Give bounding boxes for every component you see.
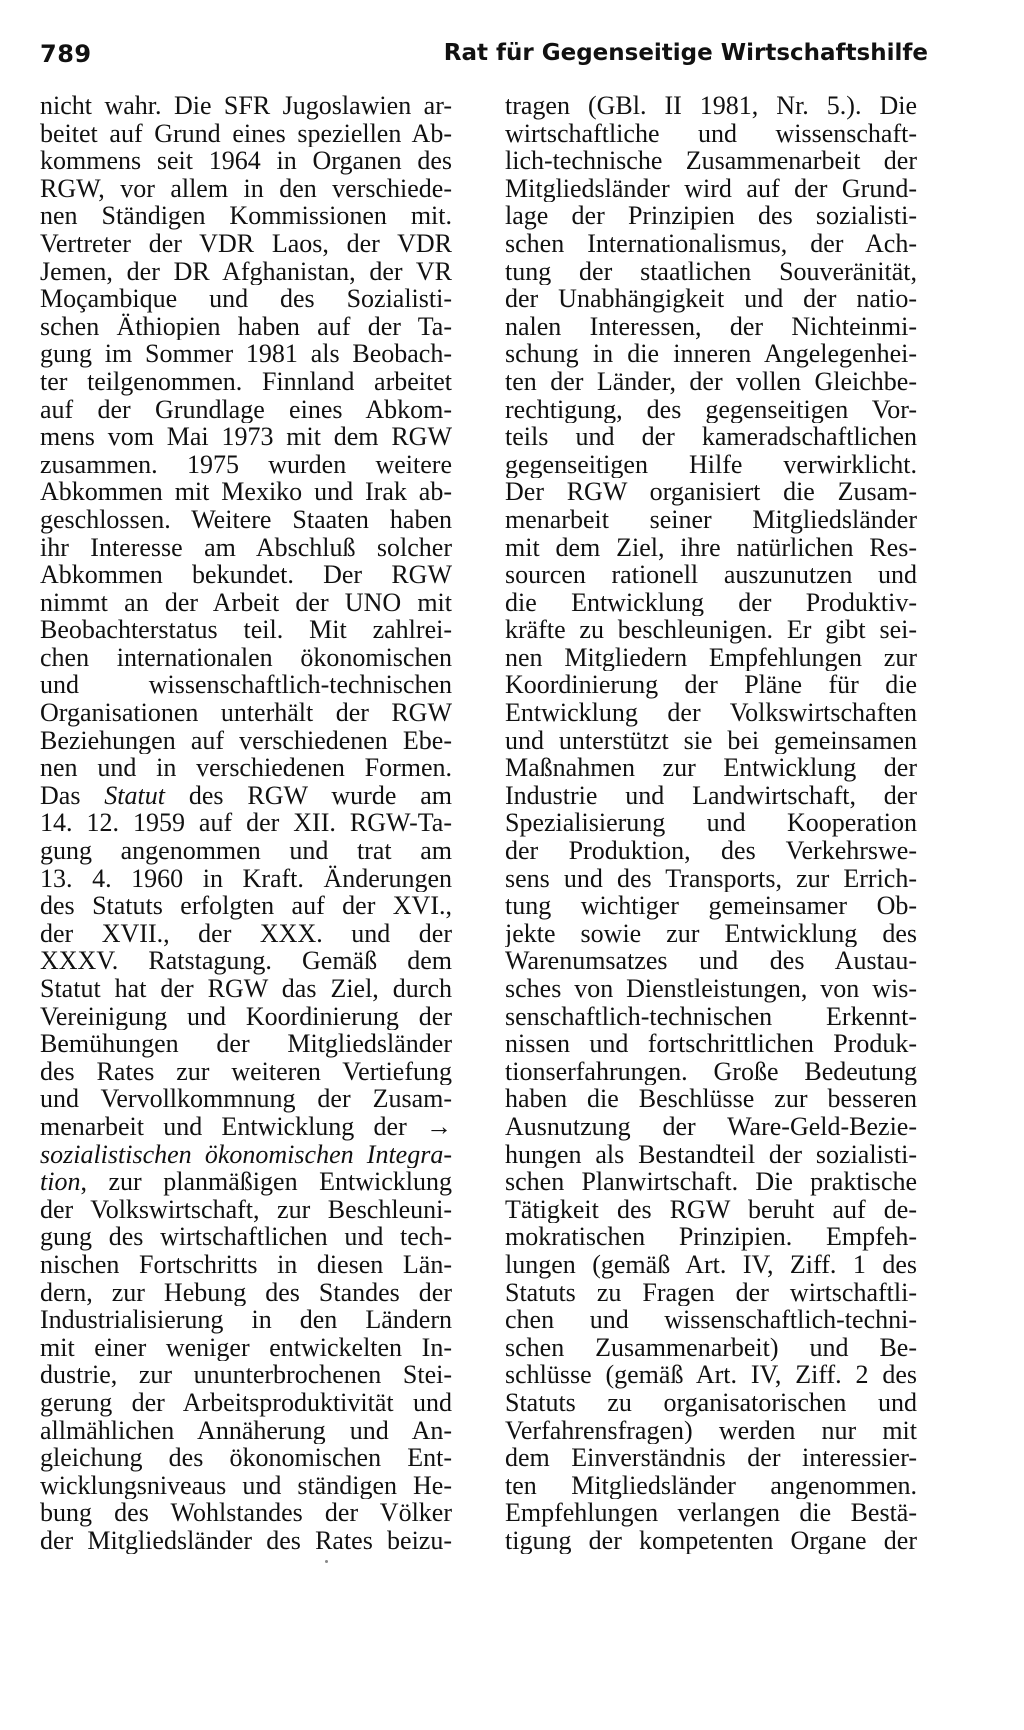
text-line — [40, 809, 452, 837]
text-line — [505, 1499, 917, 1527]
text-segment: der XVII., der XXX. und der — [40, 919, 452, 948]
text-line — [505, 865, 917, 893]
text-line — [40, 147, 452, 175]
text-line — [40, 699, 452, 727]
text-segment: Industrialisierung in den Ländern — [40, 1306, 452, 1334]
text-line — [40, 368, 452, 396]
text-line — [505, 230, 917, 258]
text-line — [505, 396, 917, 424]
text-line — [40, 451, 452, 479]
text-line — [40, 892, 452, 920]
text-segment: Jemen, der DR Afghanistan, der VR — [40, 257, 452, 286]
text-line — [505, 1527, 917, 1555]
text-line — [505, 313, 917, 341]
text-segment: wicklungsniveaus und ständigen He- — [40, 1471, 452, 1500]
text-line — [40, 258, 452, 286]
text-segment: der Unabhängigkeit und der natio- — [505, 285, 917, 313]
text-segment: schen Äthiopien haben auf der Ta- — [40, 312, 452, 341]
text-segment: Tätigkeit des RGW beruht auf de- — [505, 1195, 917, 1224]
text-segment: gung angenommen und trat am — [40, 837, 452, 865]
text-line — [505, 782, 917, 810]
text-line — [40, 1085, 452, 1113]
text-segment: und wissenschaftlich-technischen — [40, 671, 452, 700]
text-line — [505, 754, 917, 782]
text-line — [505, 561, 917, 589]
text-segment: 13. 4. 1960 in Kraft. Änderungen — [40, 864, 452, 893]
text-line — [40, 616, 452, 644]
text-line — [505, 1058, 917, 1086]
text-segment: schen Zusammenarbeit) und Be- — [505, 1333, 917, 1362]
text-segment: chen internationalen ökonomischen — [40, 643, 452, 672]
text-segment: jekte sowie zur Entwicklung des — [505, 919, 917, 948]
text-segment: XXXV. Ratstagung. Gemäß dem — [40, 947, 452, 975]
text-line — [40, 478, 452, 506]
text-segment: ten Mitgliedsländer angenommen. — [505, 1471, 917, 1500]
text-segment: 14. 12. 1959 auf der XII. RGW-Ta- — [40, 809, 452, 838]
text-line — [40, 1472, 452, 1500]
text-line — [505, 1361, 917, 1389]
text-segment: rechtigung, des gegenseitigen Vor- — [505, 395, 917, 424]
text-line — [40, 175, 452, 203]
text-segment: tragen (GBl. II 1981, Nr. 5.). Die — [505, 92, 917, 120]
text-line — [40, 1444, 452, 1472]
text-line — [505, 699, 917, 727]
text-line — [505, 1444, 917, 1472]
text-line — [505, 1168, 917, 1196]
running-head-title: Rat für Gegenseitige Wirtschaftshilfe — [443, 40, 928, 66]
text-segment: wirtschaftliche und wissenschaft- — [505, 119, 917, 148]
text-segment: dem Einverständnis der interessier- — [505, 1444, 917, 1472]
text-segment: Industrie und Landwirtschaft, der — [505, 781, 917, 810]
text-segment: Beobachterstatus teil. Mit zahlrei- — [40, 616, 452, 644]
page-header — [40, 40, 928, 84]
text-line — [40, 313, 452, 341]
text-segment: chen und wissenschaftlich-techni- — [505, 1306, 917, 1334]
text-segment: der Produktion, des Verkehrswe- — [505, 837, 917, 865]
text-segment: ten der Länder, der vollen Gleichbe- — [505, 367, 917, 396]
text-line — [40, 120, 452, 148]
text-segment: gung des wirtschaftlichen und tech- — [40, 1223, 452, 1251]
text-line — [505, 1030, 917, 1058]
text-segment: Abkommen mit Mexiko und Irak ab- — [40, 478, 452, 506]
text-segment: Das — [40, 781, 105, 810]
text-italic: sozialistischen ökonomischen Integra- — [40, 1140, 452, 1169]
text-line — [40, 1361, 452, 1389]
text-line — [40, 1003, 452, 1031]
text-segment: nissen und fortschrittlichen Produk- — [505, 1030, 917, 1058]
text-segment: Vertreter der VDR Laos, der VDR — [40, 229, 452, 258]
text-line — [40, 644, 452, 672]
text-segment: nen Ständigen Kommissionen mit. — [40, 202, 452, 230]
text-segment: Koordinierung der Pläne für die — [505, 671, 917, 700]
text-segment: menarbeit und Entwicklung der → — [40, 1112, 452, 1141]
text-segment: lich-technische Zusammenarbeit der — [505, 147, 917, 175]
text-line — [40, 671, 452, 699]
text-segment: gerung der Arbeitsproduktivität und — [40, 1388, 452, 1417]
text-segment: senschaftlich-technischen Erkennt- — [505, 1002, 917, 1031]
text-segment: mens vom Mai 1973 mit dem RGW — [40, 423, 452, 451]
text-segment: des Rates zur weiteren Vertiefung — [40, 1057, 452, 1086]
text-line — [505, 1279, 917, 1307]
text-segment: des RGW wurde am — [164, 781, 452, 810]
text-segment: auf der Grundlage eines Abkom- — [40, 395, 452, 424]
text-segment: Entwicklung der Volkswirtschaften — [505, 699, 917, 727]
text-segment: der Volkswirtschaft, zur Beschleuni- — [40, 1195, 452, 1224]
text-line — [40, 1223, 452, 1251]
text-line — [40, 754, 452, 782]
text-segment: menarbeit seiner Mitgliedsländer — [505, 505, 917, 534]
text-line — [40, 340, 452, 368]
text-segment: Empfehlungen verlangen die Bestä- — [505, 1499, 917, 1527]
text-segment: Mitgliedsländer wird auf der Grund- — [505, 174, 917, 203]
text-line — [505, 175, 917, 203]
text-segment: kommens seit 1964 in Organen des — [40, 147, 452, 175]
text-line — [505, 451, 917, 479]
page-number: 789 — [40, 40, 92, 68]
text-line — [40, 1141, 452, 1169]
text-line — [40, 1113, 452, 1141]
text-segment: ter teilgenommen. Finnland arbeitet — [40, 367, 452, 396]
text-line — [40, 1251, 452, 1279]
text-segment: hungen als Bestandteil der sozialisti- — [505, 1140, 917, 1169]
text-line — [505, 644, 917, 672]
text-line — [40, 534, 452, 562]
text-line — [505, 727, 917, 755]
text-segment: RGW, vor allem in den verschiede- — [40, 174, 452, 203]
text-line — [40, 1499, 452, 1527]
text-line — [40, 1334, 452, 1362]
text-line — [505, 1334, 917, 1362]
text-line — [40, 1030, 452, 1058]
text-segment: Statuts zu organisatorischen und — [505, 1388, 917, 1417]
text-segment: und Vervollkommnung der Zusam- — [40, 1085, 452, 1113]
text-line — [40, 1306, 452, 1334]
text-segment: schen Internationalismus, der Ach- — [505, 229, 917, 258]
text-segment: Ausnutzung der Ware-Geld-Bezie- — [505, 1112, 917, 1141]
text-segment: dern, zur Hebung des Standes der — [40, 1278, 452, 1307]
text-line — [40, 1417, 452, 1445]
text-segment: schung in die inneren Angelegenhei- — [505, 340, 917, 368]
text-segment: mit einer weniger entwickelten In- — [40, 1333, 452, 1362]
text-line — [505, 975, 917, 1003]
text-line — [505, 147, 917, 175]
text-segment: tung wichtiger gemeinsamer Ob- — [505, 892, 917, 920]
text-segment: Maßnahmen zur Entwicklung der — [505, 754, 917, 782]
text-segment: Warenumsatzes und des Austau- — [505, 947, 917, 975]
text-segment: Abkommen bekundet. Der RGW — [40, 561, 452, 589]
text-line — [505, 809, 917, 837]
text-line — [505, 120, 917, 148]
text-segment: und unterstützt sie bei gemeinsamen — [505, 726, 917, 755]
text-line — [40, 561, 452, 589]
text-segment: tionserfahrungen. Große Bedeutung — [505, 1057, 917, 1086]
text-line — [505, 837, 917, 865]
text-line — [40, 837, 452, 865]
text-line — [40, 1168, 452, 1196]
text-segment: des Statuts erfolgten auf der XVI., — [40, 892, 452, 920]
text-column-left — [40, 92, 452, 1554]
text-line — [505, 368, 917, 396]
text-italic: tion — [40, 1168, 81, 1196]
text-segment: kräfte zu beschleunigen. Er gibt sei- — [505, 616, 917, 644]
text-line — [505, 892, 917, 920]
text-line — [40, 589, 452, 617]
text-line — [505, 920, 917, 948]
text-segment: bung des Wohlstandes der Völker — [40, 1499, 452, 1527]
text-line — [40, 865, 452, 893]
text-segment: nen Mitgliedern Empfehlungen zur — [505, 643, 917, 672]
text-line — [505, 534, 917, 562]
text-segment: ihr Interesse am Abschluß solcher — [40, 533, 452, 562]
text-segment: Beziehungen auf verschiedenen Ebe- — [40, 726, 452, 755]
text-line — [40, 1058, 452, 1086]
text-line — [40, 423, 452, 451]
text-line — [505, 1003, 917, 1031]
text-line — [505, 340, 917, 368]
text-line — [505, 1251, 917, 1279]
text-line — [40, 1389, 452, 1417]
text-line — [505, 671, 917, 699]
text-segment: Vereinigung und Koordinierung der — [40, 1002, 452, 1031]
text-segment: sens und des Transports, zur Errich- — [505, 864, 917, 893]
text-segment: tung der staatlichen Souveränität, — [505, 257, 917, 286]
text-segment: mokratischen Prinzipien. Empfeh- — [505, 1223, 917, 1251]
text-line — [40, 396, 452, 424]
text-segment: sourcen rationell auszunutzen und — [505, 561, 917, 589]
text-line — [505, 616, 917, 644]
text-line — [505, 423, 917, 451]
text-line — [40, 727, 452, 755]
text-line — [40, 1527, 452, 1555]
text-segment: mit dem Ziel, ihre natürlichen Res- — [505, 533, 917, 562]
text-line — [40, 920, 452, 948]
text-line — [505, 589, 917, 617]
text-segment: schlüsse (gemäß Art. IV, Ziff. 2 des — [505, 1361, 917, 1389]
text-line — [505, 478, 917, 506]
text-line — [505, 1113, 917, 1141]
text-segment: nischen Fortschritts in diesen Län- — [40, 1250, 452, 1279]
text-line — [40, 230, 452, 258]
text-line — [40, 202, 452, 230]
text-line — [505, 1223, 917, 1251]
text-line — [40, 506, 452, 534]
text-segment: Spezialisierung und Kooperation — [505, 809, 917, 838]
text-segment: Der RGW organisiert die Zusam- — [505, 478, 917, 506]
text-segment: geschlossen. Weitere Staaten haben — [40, 505, 452, 534]
text-segment: lungen (gemäß Art. IV, Ziff. 1 des — [505, 1250, 917, 1279]
text-column-right — [505, 92, 917, 1554]
text-line — [505, 1196, 917, 1224]
text-line — [40, 975, 452, 1003]
text-italic: Statut — [104, 781, 165, 810]
text-segment: Moçambique und des Sozialisti- — [40, 285, 452, 313]
text-segment: Statut hat der RGW das Ziel, durch — [40, 975, 452, 1003]
text-line — [505, 1417, 917, 1445]
text-line — [40, 1196, 452, 1224]
text-line — [505, 1472, 917, 1500]
text-segment: zusammen. 1975 wurden weitere — [40, 450, 452, 479]
text-line — [505, 1085, 917, 1113]
text-segment: Statuts zu Fragen der wirtschaftli- — [505, 1278, 917, 1307]
text-line — [505, 202, 917, 230]
text-line — [505, 506, 917, 534]
text-line — [505, 1389, 917, 1417]
text-segment: teils und der kameradschaftlichen — [505, 423, 917, 451]
text-segment: beitet auf Grund eines speziellen Ab- — [40, 119, 452, 148]
text-line — [40, 92, 452, 120]
text-line — [40, 285, 452, 313]
text-segment: gegenseitigen Hilfe verwirklicht. — [505, 450, 917, 479]
print-speck — [325, 1560, 328, 1563]
text-segment: nen und in verschiedenen Formen. — [40, 754, 452, 782]
text-segment: sches von Dienstleistungen, von wis- — [505, 975, 917, 1003]
text-segment: nimmt an der Arbeit der UNO mit — [40, 588, 452, 617]
text-segment: Verfahrensfragen) werden nur mit — [505, 1416, 917, 1445]
text-segment: lage der Prinzipien des sozialisti- — [505, 202, 917, 230]
text-segment: nicht wahr. Die SFR Jugoslawien ar- — [40, 92, 452, 120]
text-segment: gleichung des ökonomischen Ent- — [40, 1444, 452, 1472]
text-line — [40, 1279, 452, 1307]
text-segment: nalen Interessen, der Nichteinmi- — [505, 312, 917, 341]
text-segment: Organisationen unterhält der RGW — [40, 699, 452, 727]
text-line — [505, 92, 917, 120]
text-segment: Bemühungen der Mitgliedsländer — [40, 1030, 452, 1058]
text-segment: der Mitgliedsländer des Rates beizu- — [40, 1526, 452, 1555]
text-segment: haben die Beschlüsse zur besseren — [505, 1085, 917, 1113]
text-line — [505, 1141, 917, 1169]
text-segment: , zur planmäßigen Entwicklung — [80, 1168, 452, 1196]
text-line — [505, 947, 917, 975]
text-segment: gung im Sommer 1981 als Beobach- — [40, 340, 452, 368]
text-line — [505, 1306, 917, 1334]
text-segment: schen Planwirtschaft. Die praktische — [505, 1168, 917, 1196]
text-segment: allmählichen Annäherung und An- — [40, 1416, 452, 1445]
text-line — [505, 258, 917, 286]
text-segment: tigung der kompetenten Organe der — [505, 1526, 917, 1555]
text-segment: dustrie, zur ununterbrochenen Stei- — [40, 1361, 452, 1389]
text-line — [505, 285, 917, 313]
text-line — [40, 782, 452, 810]
text-segment: die Entwicklung der Produktiv- — [505, 588, 917, 617]
text-line — [40, 947, 452, 975]
